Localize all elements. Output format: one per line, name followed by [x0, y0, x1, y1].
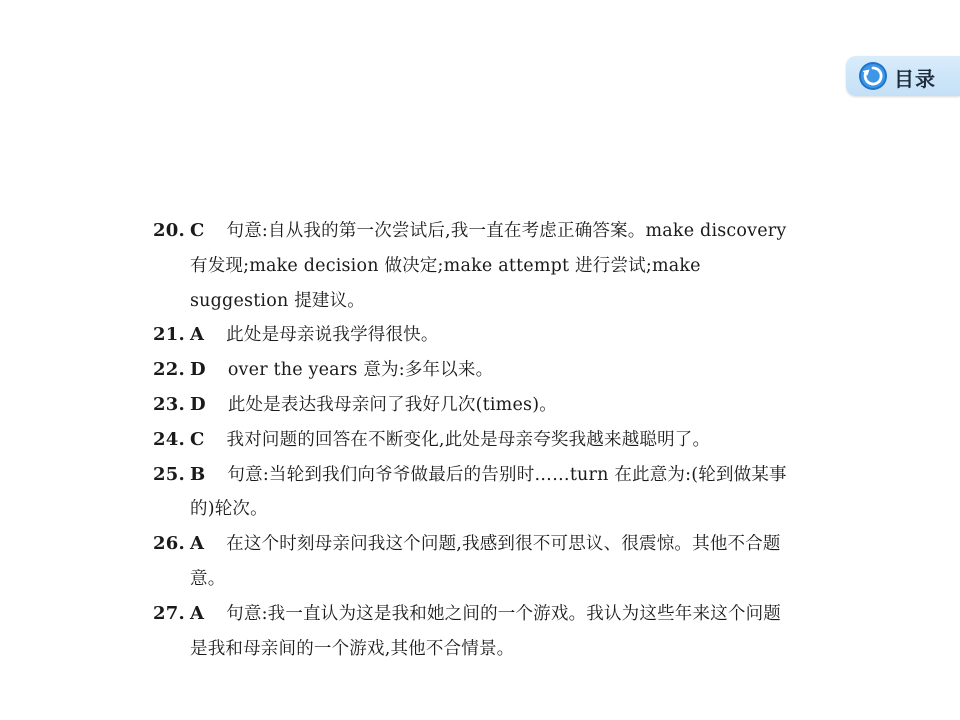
question-number: 24.	[153, 428, 185, 450]
question-number: 21.	[153, 324, 185, 346]
answer-item-27	[153, 597, 793, 667]
answer-list	[153, 214, 793, 666]
answer-item-25	[153, 458, 793, 528]
answer-letter: D	[190, 393, 206, 415]
question-number: 23.	[153, 393, 185, 415]
answer-item-26	[153, 527, 793, 597]
explanation-text: over the years 意为:多年以来。	[227, 360, 494, 381]
answer-item-23	[153, 388, 793, 423]
answer-letter: A	[190, 533, 205, 555]
answer-item-24	[153, 423, 793, 458]
question-number: 22.	[153, 359, 185, 381]
answer-letter: C	[190, 220, 205, 241]
explanation-text: 句意:当轮到我们向爷爷做最后的告别时……turn 在此意为:(轮到做某事的)轮次。	[190, 464, 787, 520]
answer-letter: A	[190, 324, 205, 346]
answer-letter: B	[190, 463, 206, 485]
question-number: 20.	[153, 220, 185, 241]
question-number: 26.	[153, 533, 185, 555]
explanation-text: 在这个时刻母亲问我这个问题,我感到很不可思议、很震惊。其他不合题意。	[190, 534, 781, 589]
answer-letter: D	[190, 359, 206, 381]
explanation-text: 句意:我一直认为这是我和她之间的一个游戏。我认为这些年来这个问题是我和母亲间的一个游戏,其他不合情景。	[190, 603, 781, 659]
answer-letter: A	[190, 602, 205, 624]
question-number: 27.	[153, 602, 185, 624]
circular-arrow-icon	[858, 61, 888, 91]
explanation-text: 句意:自从我的第一次尝试后,我一直在考虑正确答案。make discovery 有发现;make decision 做决定;make attempt 进行尝试;make suggestion 提建议。	[190, 221, 787, 311]
toc-label: 目录	[894, 67, 936, 91]
answer-item-21	[153, 318, 793, 353]
answer-item-22	[153, 353, 793, 388]
question-number: 25.	[153, 463, 185, 485]
toc-button[interactable]	[846, 56, 960, 96]
explanation-text: 我对问题的回答在不断变化,此处是母亲夸奖我越来越聪明了。	[226, 429, 711, 450]
answer-item-20	[153, 214, 793, 318]
explanation-text: 此处是母亲说我学得很快。	[226, 325, 439, 346]
explanation-text: 此处是表达我母亲问了我好几次(times)。	[227, 394, 557, 415]
answer-letter: C	[190, 428, 205, 450]
